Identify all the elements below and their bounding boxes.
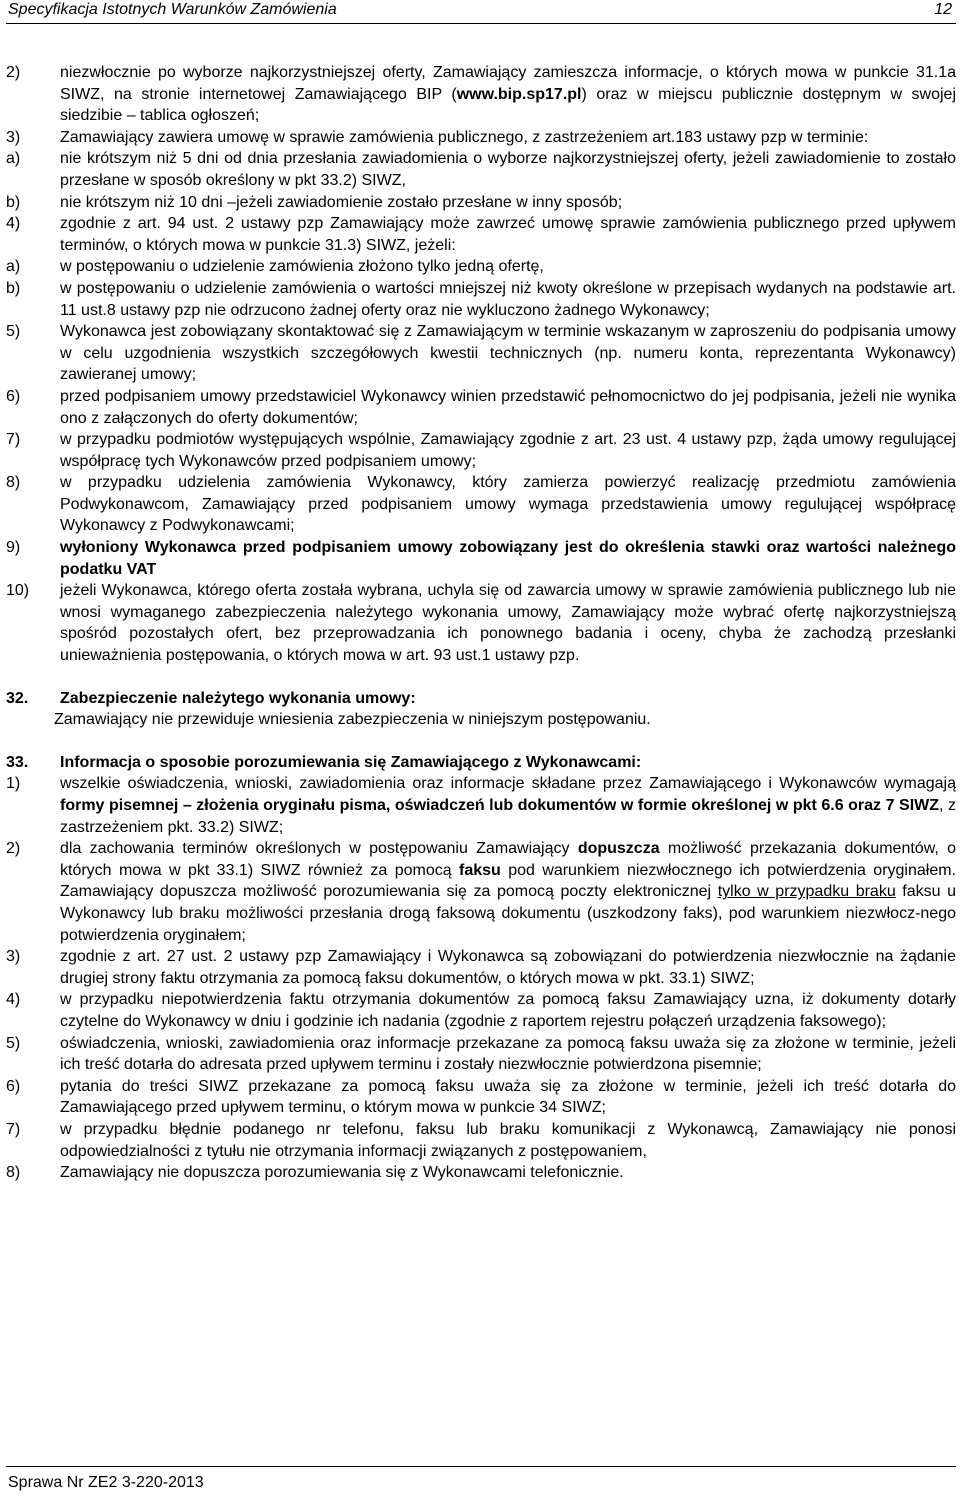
list-item-text: formy pisemnej – złożenia oryginału pisma, oświadczeń lub dokumentów w formie określonej w pkt 6.6 oraz 7 SIWZ [60, 797, 940, 814]
list-item [6, 838, 956, 946]
list-item [6, 580, 956, 666]
list-item-number: b) [6, 193, 21, 211]
footer-divider [6, 1466, 956, 1467]
page-footer [0, 1460, 960, 1500]
section-32-heading [6, 688, 956, 710]
section-32-body: Zamawiający nie przewiduje wniesienia zabezpieczenia w niniejszym postępowaniu. [54, 711, 651, 729]
list-item [6, 127, 956, 149]
case-number: Sprawa Nr ZE2 3-220-2013 [8, 1474, 204, 1491]
list-item-number: 4) [6, 215, 21, 233]
list-item [6, 1076, 956, 1119]
list-item-text: zgodnie z art. 94 ust. 2 ustawy pzp Zamawiający może zawrzeć umowę sprawie zamówienia publicznego przed upływem terminów, o których mowa w punkcie 31.3) SIWZ, jeżeli: [60, 215, 956, 254]
list-item [6, 1033, 956, 1076]
list-item-text: wszelkie oświadczenia, wnioski, zawiadomienia oraz informacje składane przez Zamawiającego i Wykonawców wymagają [60, 775, 956, 793]
list-item-text: nie krótszym niż 5 dni od dnia przesłania zawiadomienia o wyborze najkorzystniejszej oferty, jeżeli zawiadomienie to zostało przesłane w sposób określony w pkt 33.2) SIWZ, [60, 150, 956, 189]
list-item-number: 6) [6, 387, 21, 405]
list-item-text: niezwłocznie po wyborze najkorzystniejszej oferty, Zamawiający zamieszcza informacje, o których mowa w punkcie 31.1a SIWZ, na stronie internetowej Zamawiającego BIP ( [60, 64, 956, 103]
list-item-text: ) oraz w miejscu publicznie dostępnym w swojej siedzibie – tablica ogłoszeń; [60, 85, 957, 125]
list-item-number: 3) [6, 948, 21, 966]
list-item-text: możliwość przekazania dokumentów, o których mowa w pkt 33.1) SIWZ również za pomocą [60, 840, 957, 879]
list-item-number: 8) [6, 474, 21, 492]
list-item-text: w przypadku podmiotów występujących wspólnie, Zamawiający zgodnie z art. 23 ust. 4 ustawy pzp, żąda umowy regulującej współpracę tych Wykonawców przed podpisaniem umowy; [60, 431, 956, 470]
section-33-heading [6, 752, 956, 774]
list-item-text: Zamawiający nie dopuszcza porozumiewania się z Wykonawcami telefonicznie. [60, 1164, 624, 1182]
list-item-text: nie krótszym niż 10 dni –jeżeli zawiadomienie zostało przesłane w inny sposób; [60, 193, 623, 211]
list-item-text: jeżeli Wykonawca, którego oferta została wybrana, uchyla się od zawarcia umowy w sprawie zamówienia publicznego lub nie wnosi wymaganego zabezpieczenia należytego wykonania umowy, Zamawiający może wybrać ofertę najkorzystniejszą spośród pozostałych ofert, bez przeprowadzania ich ponownego badania i oceny, chyba że zachodzą przesłanki unieważnienia postępowania, o których mowa w art. 93 ust.1 ustawy pzp. [60, 582, 956, 665]
list-item-text: w przypadku błędnie podanego nr telefonu, faksu lub braku komunikacji z Wykonawcą, Zamawiający nie ponosi odpowiedzialności z tytułu nie otrzymania informacji związanych z postępowaniem, [60, 1120, 956, 1160]
section-number: 33. [6, 753, 29, 771]
list-item-text: w przypadku udzielenia zamówienia Wykonawcy, który zamierza powierzyć realizację przedmiotu zamówienia Podwykonawcom, Zamawiający przed podpisaniem umowy wymaga przedstawienia umowy regulującej współpracę Wykonawcy z Podwykonawcami; [60, 474, 956, 535]
list-item-text: Zamawiający zawiera umowę w sprawie zamówienia publicznego, z zastrzeżeniem art.183 ustawy pzp w terminie: [60, 128, 869, 146]
list-item-text: w postępowaniu o udzielenie zamówienia o wartości mniejszej niż kwoty określone w przepisach wydanych na podstawie art. 11 ust.8 ustawy pzp nie odrzucono żadnej oferty oraz nie wykluczono żadnego Wykonawcy; [60, 279, 956, 319]
list-item-number: 10) [6, 582, 30, 600]
list-item [6, 1162, 956, 1184]
list-item-number: b) [6, 279, 21, 297]
list-item [6, 213, 956, 256]
list-item-text: w postępowaniu o udzielenie zamówienia złożono tylko jedną ofertę, [60, 258, 544, 276]
list-item-number: 9) [6, 539, 21, 557]
section-number: 32. [6, 689, 29, 707]
list-item [6, 429, 956, 472]
list-item [6, 537, 956, 580]
list-item [6, 148, 956, 191]
header-divider [6, 23, 956, 24]
list-item-text: www.bip.sp17.pl [456, 85, 582, 103]
list-item-number: 2) [6, 840, 21, 858]
list-item-text: tylko w przypadku braku [717, 883, 896, 901]
list-item-text: pod warunkiem niezwłocznego ich potwierdzenia oryginałem. Zamawiający dopuszcza możliwość porozumiewania się za pomocą poczty elektronicznej [60, 861, 956, 901]
list-item [6, 773, 956, 838]
list-item-number: 3) [6, 128, 21, 146]
list-item-number: 1) [6, 775, 21, 793]
list-item-text: Wykonawca jest zobowiązany skontaktować się z Zamawiającym w terminie wskazanym w zaproszeniu do podpisania umowy w celu uzgodnienia wszystkich szczegółowych kwestii technicznych (np. numeru konta, reprezentanta Wykonawcy) zawieranej umowy; [60, 323, 956, 384]
list-item-number: 7) [6, 1120, 21, 1138]
list-item-text: , z zastrzeżeniem pkt. 33.2) SIWZ; [60, 797, 956, 836]
list-item-text: dla zachowania terminów określonych w postępowaniu Zamawiający [60, 840, 578, 858]
list-item [6, 62, 956, 127]
section-31-list [6, 62, 956, 667]
page-number: 12 [934, 1, 952, 18]
list-item-text: dopuszcza [577, 840, 660, 858]
list-item-number: 4) [6, 991, 21, 1009]
list-item-text: w przypadku niepotwierdzenia faktu otrzymania dokumentów za pomocą faksu Zamawiający uzna, iż dokumenty dotarły czytelne do Wykonawcy w dniu i godzinie ich nadania (zgodnie z raportem rejestru połączeń urządzenia faksowego); [60, 991, 956, 1030]
list-item-text: wyłoniony Wykonawca przed podpisaniem umowy zobowiązany jest do określenia stawki oraz wartości należnego podatku VAT [60, 539, 956, 578]
list-item-text: przed podpisaniem umowy przedstawiciel Wykonawcy winien przedstawić pełnomocnictwo do jej podpisania, jeżeli nie wynika ono z załączonych do oferty dokumentów; [60, 387, 956, 427]
section-title: Informacja o sposobie porozumiewania się Zamawiającego z Wykonawcami: [60, 753, 642, 771]
document-body [6, 62, 956, 1184]
list-item-text: oświadczenia, wnioski, zawiadomienia oraz informacje przekazane za pomocą faksu uważa się za złożone w terminie, jeżeli ich treść dotarła do adresata przed upływem terminu i zostały niezwłocznie potwierdzona pisemnie; [60, 1034, 956, 1074]
list-item [6, 472, 956, 537]
list-item [6, 278, 956, 321]
list-item-text: pytania do treści SIWZ przekazane za pomocą faksu uważa się za złożone w terminie, jeżeli ich treść dotarła do Zamawiającego przed upływem terminu, o którym mowa w punkcie 34 SIWZ; [60, 1077, 956, 1117]
list-item [6, 989, 956, 1032]
list-item-number: 2) [6, 64, 21, 81]
document-title: Specyfikacja Istotnych Warunków Zamówienia [8, 1, 337, 18]
list-item-text: faksu [459, 861, 501, 879]
list-item-number: a) [6, 258, 21, 276]
list-item [6, 1119, 956, 1162]
section-33-list [6, 773, 956, 1183]
list-item [6, 321, 956, 386]
page-header [0, 0, 960, 24]
list-item-number: a) [6, 150, 21, 168]
list-item [6, 256, 956, 278]
list-item-number: 7) [6, 431, 21, 449]
list-item-number: 5) [6, 323, 21, 341]
list-item [6, 946, 956, 989]
list-item [6, 386, 956, 429]
list-item-number: 8) [6, 1164, 21, 1182]
list-item-number: 6) [6, 1077, 21, 1095]
list-item-text: zgodnie z art. 27 ust. 2 ustawy pzp Zamawiający i Wykonawca są zobowiązani do potwierdzenia niezwłocznie na żądanie drugiej strony faktu otrzymania za pomocą faksu dokumentów, o których mowa w pkt. 33.1) SIWZ; [60, 948, 956, 987]
list-item-text: faksu u Wykonawcy lub braku możliwości przesłania drogą faksową dokumentu (uszkodzony faks), pod warunkiem niezwłocz-nego potwierdzenia oryginałem; [60, 883, 957, 944]
section-title: Zabezpieczenie należytego wykonania umowy: [60, 689, 416, 707]
list-item [6, 192, 956, 214]
list-item-number: 5) [6, 1034, 21, 1052]
